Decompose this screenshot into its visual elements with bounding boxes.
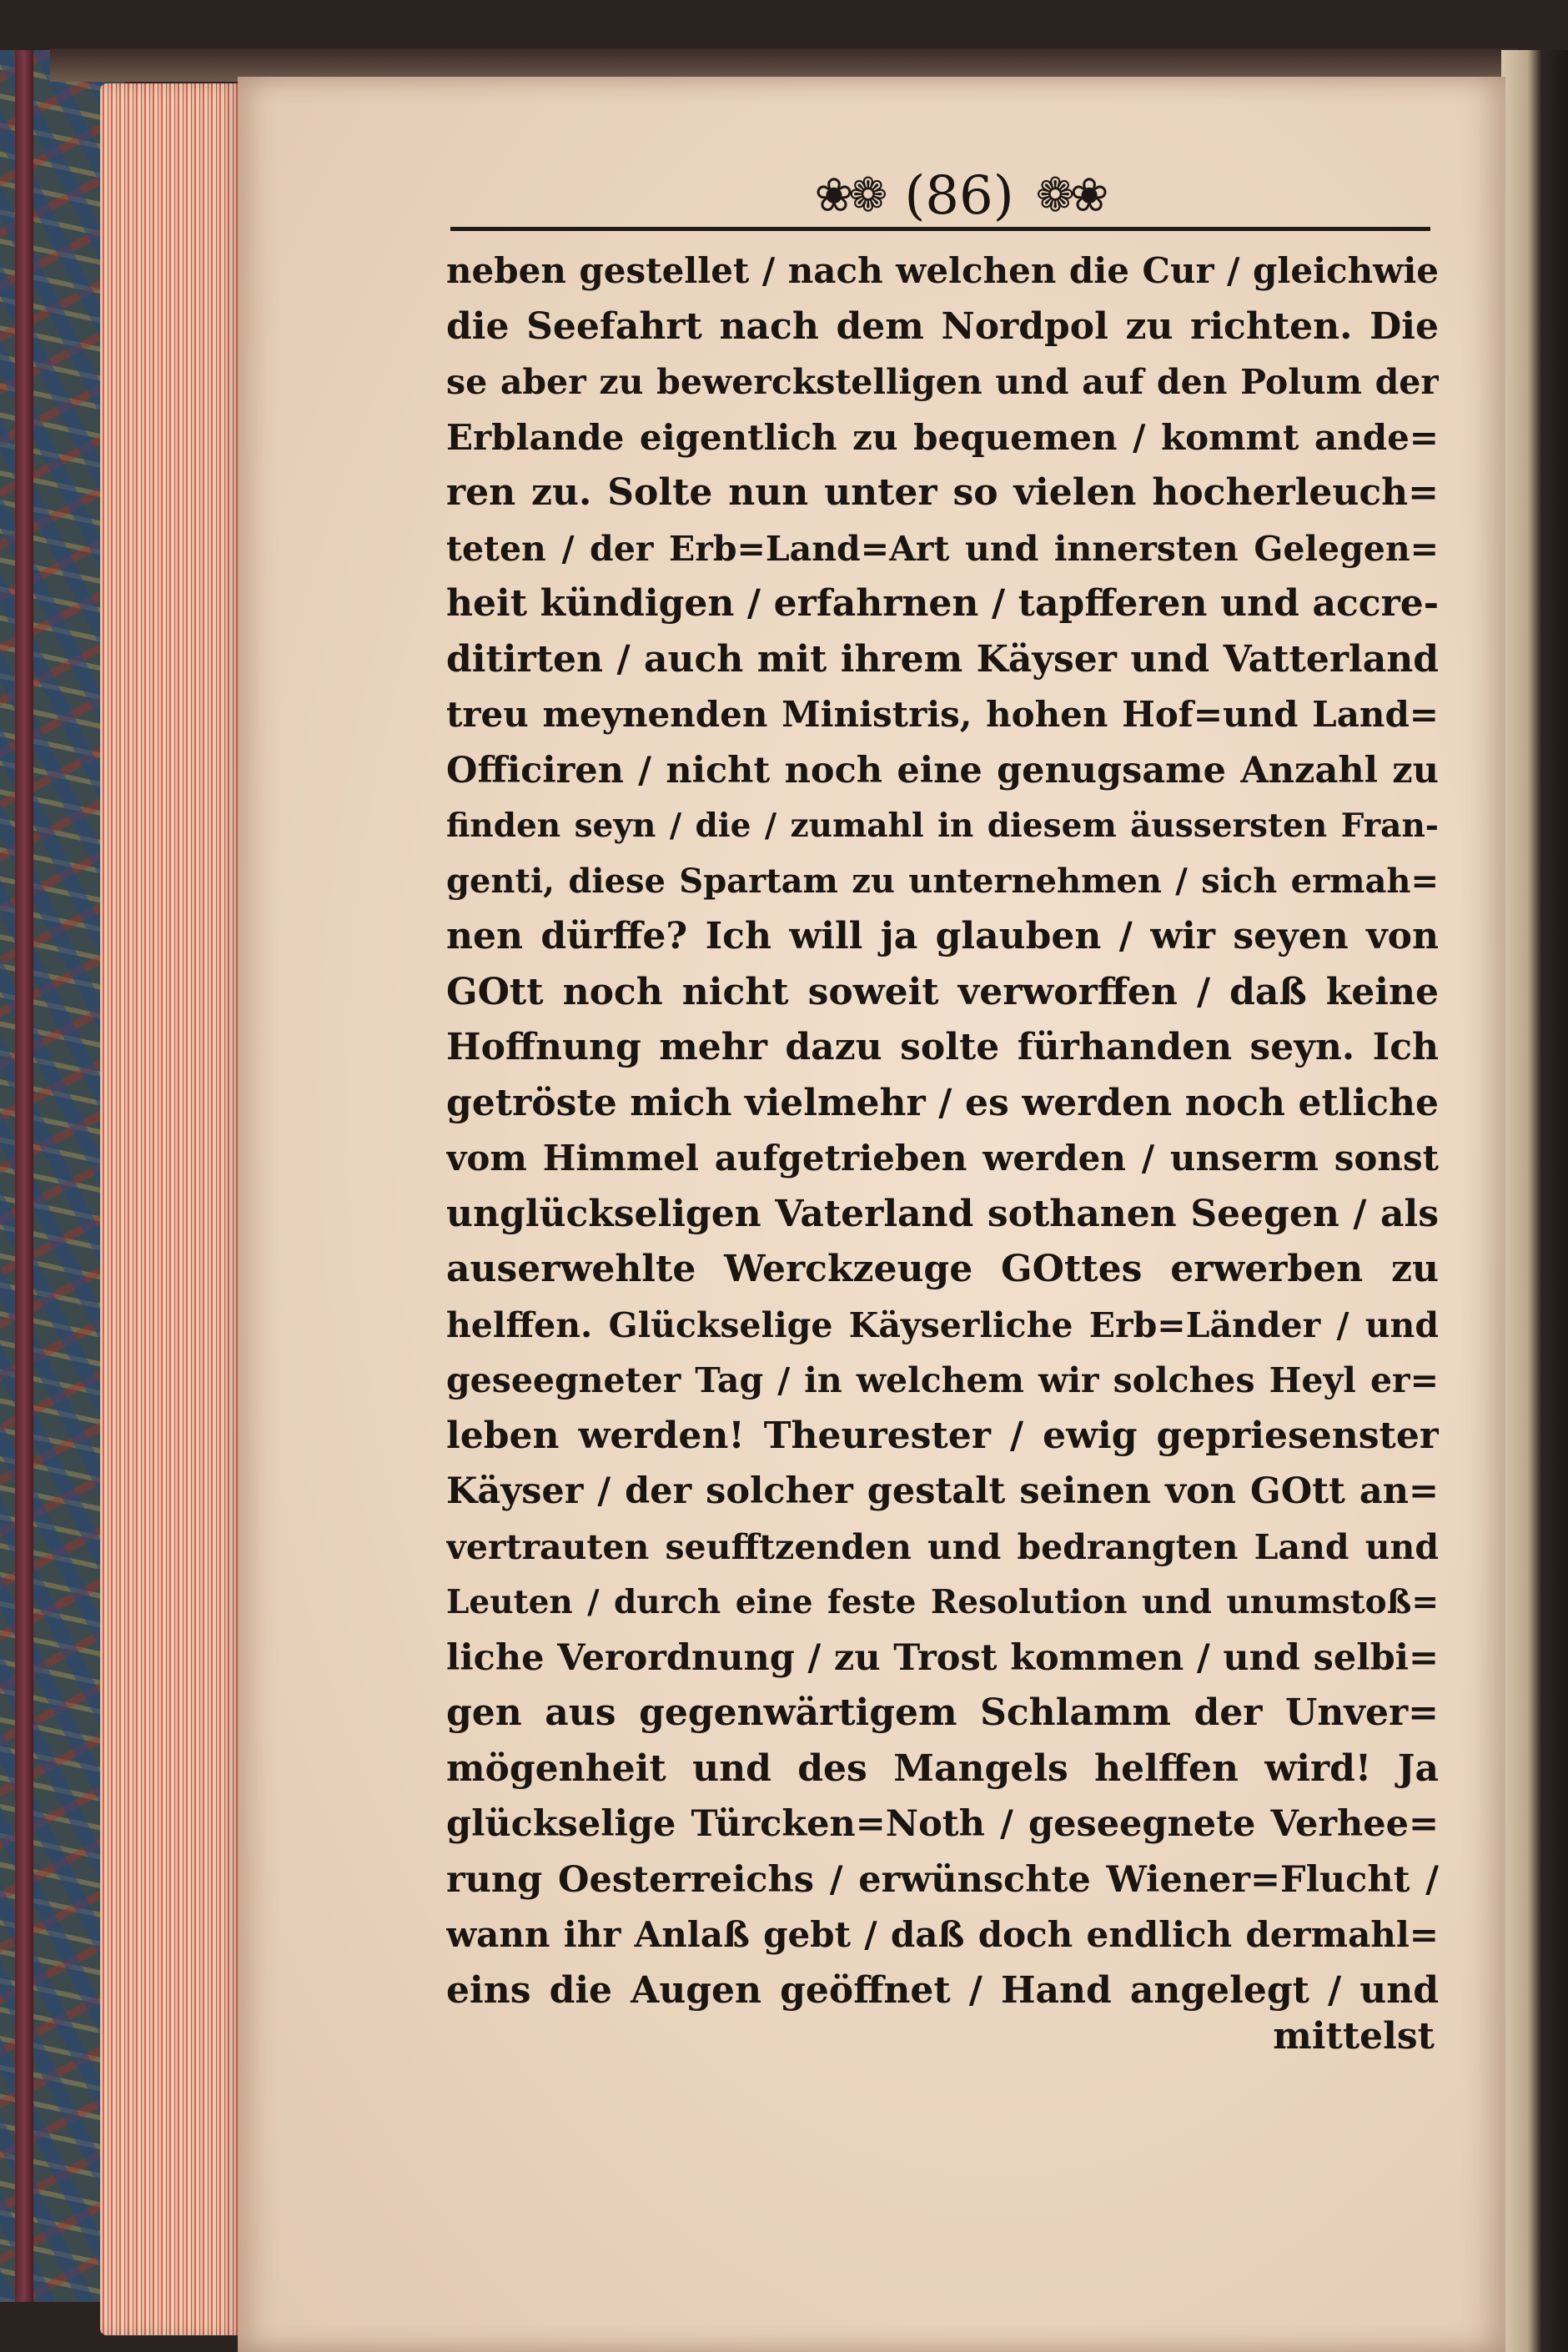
body-text	[446, 244, 1439, 2018]
page-header	[742, 158, 1176, 234]
text-line: liche Verordnung / zu Trost kommen / und selbi=	[446, 1636, 1439, 1679]
text-line: mögenheit und des Mangels helffen wird! Ja	[446, 1746, 1439, 1790]
ornament-left-icon: ❀❁	[814, 168, 883, 223]
leather-spine	[15, 50, 33, 2302]
header-rule	[450, 227, 1430, 231]
text-line: ditirten / auch mit ihrem Käyser und Vatterland	[446, 637, 1439, 681]
text-line: heit kündigen / erfahrnen / tapfferen und accre-	[446, 582, 1439, 625]
text-line: se aber zu bewerckstelligen und auf den Polum der	[446, 362, 1439, 402]
text-line: Leuten / durch eine feste Resolution und unumstoß=	[446, 1583, 1439, 1621]
red-sprinkled-page-edges	[100, 83, 242, 2335]
text-line: auserwehlte Werckzeuge GOttes erwerben zu	[446, 1248, 1439, 1290]
text-line: unglückseligen Vaterland sothanen Seegen / als	[446, 1192, 1439, 1235]
text-line: wann ihr Anlaß gebt / daß doch endlich dermahl=	[446, 1914, 1439, 1955]
text-line: rung Oesterreichs / erwünschte Wiener=Flucht /	[446, 1858, 1439, 1901]
text-line: neben gestellet / nach welchen die Cur / gleichwie	[446, 250, 1439, 291]
text-line: Officiren / nicht noch eine genugsame Anzahl zu	[446, 749, 1439, 792]
ornament-right-icon: ❁❀	[1035, 168, 1104, 223]
text-line: gen aus gegenwärtigem Schlamm der Unver=	[446, 1691, 1439, 1734]
text-line: eins die Augen geöffnet / Hand angelegt / und	[446, 1968, 1439, 2012]
facing-page-edge	[1501, 50, 1568, 2352]
text-line: nen dürffe? Ich will ja glauben / wir seyen von	[446, 915, 1439, 957]
text-line: genti, diese Spartam zu unternehmen / sich ermah=	[446, 861, 1439, 901]
text-line: leben werden! Theurester / ewig gepriesenster	[446, 1414, 1439, 1457]
text-line: Erblande eigentlich zu bequemen / kommt ande=	[446, 416, 1439, 458]
text-line: geseegneter Tag / in welchem wir solches Heyl er=	[446, 1360, 1439, 1400]
text-line: Käyser / der solcher gestalt seinen von GOtt an=	[446, 1470, 1439, 1512]
text-line: treu meynenden Ministris, hohen Hof=und Land=	[446, 694, 1439, 735]
text-line: ren zu. Solte nun unter so vielen hocherleuch=	[446, 471, 1439, 514]
text-line: getröste mich vielmehr / es werden noch etliche	[446, 1081, 1439, 1124]
text-line: GOtt noch nicht soweit verworffen / daß keine	[446, 970, 1439, 1013]
catchword: mittelst	[1273, 2015, 1435, 2058]
text-line: vertrauten seufftzenden und bedrangten Land und	[446, 1526, 1439, 1567]
text-line: Hoffnung mehr dazu solte fürhanden seyn. Ich	[446, 1026, 1439, 1068]
text-line: glückselige Türcken=Noth / geseegnete Verhee=	[446, 1803, 1439, 1845]
text-line: finden seyn / die / zumahl in diesem äussersten Fran-	[446, 807, 1439, 845]
text-line: die Seefahrt nach dem Nordpol zu richten. Die	[446, 304, 1439, 348]
text-line: vom Himmel aufgetrieben werden / unserm sonst	[446, 1138, 1439, 1179]
text-line: teten / der Erb=Land=Art und innersten Gelegen=	[446, 528, 1439, 569]
page-number: (86)	[904, 165, 1014, 227]
text-line: helffen. Glückselige Käyserliche Erb=Länder / und	[446, 1304, 1439, 1345]
